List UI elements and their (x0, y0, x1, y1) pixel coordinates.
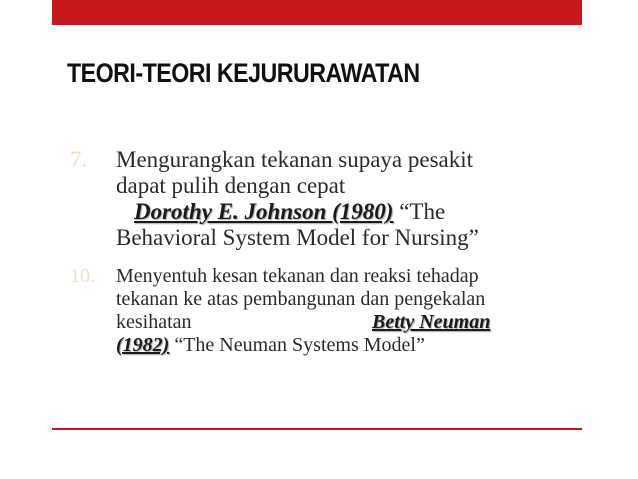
list-item-line: dapat pulih dengan cepat (116, 173, 346, 198)
list-item-line: Behavioral System Model for Nursing” (116, 225, 479, 250)
model-title: “The Neuman Systems Model” (174, 334, 425, 356)
theorist-name: Dorothy E. Johnson (1980) (134, 199, 394, 224)
list-item-text (116, 265, 596, 357)
top-accent-bar (52, 0, 582, 25)
list-item-text-fragment: kesihatan (116, 311, 192, 333)
theorist-year: (1982) (116, 334, 170, 356)
list-item-line (116, 334, 596, 357)
bottom-divider (52, 428, 582, 430)
list-item-number: 7. (70, 147, 88, 172)
list-item-line: Mengurangkan tekanan supaya pesakit (116, 147, 474, 172)
list-item-line: Menyentuh kesan tekanan dan reaksi tehadap (116, 265, 479, 287)
slide-title: TEORI-TEORI KEJURURAWATAN (67, 58, 420, 88)
list-item-number: 10. (70, 265, 95, 287)
list-item-line (116, 199, 586, 225)
list-item-text (116, 147, 586, 251)
list-item-line: tekanan ke atas pembangunan dan pengekalan (116, 288, 486, 310)
list-item-line (116, 311, 596, 334)
model-title-start: “The (399, 199, 446, 224)
theorist-name: Betty Neuman (372, 311, 491, 333)
